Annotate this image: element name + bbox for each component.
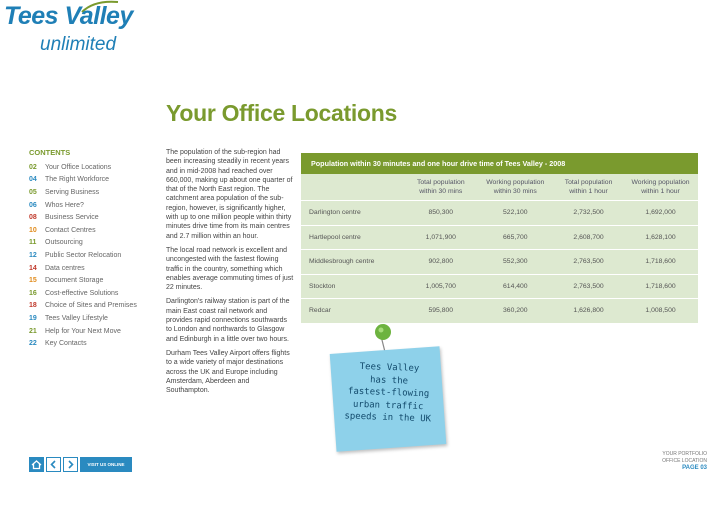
sticky-line: urban traffic bbox=[352, 399, 424, 412]
page-number: PAGE 03 bbox=[682, 465, 707, 471]
table-value-cell: 665,700 bbox=[477, 225, 554, 250]
table-row bbox=[301, 225, 698, 250]
table-row bbox=[301, 274, 698, 299]
visit-label: VISIT US ONLINE bbox=[87, 462, 125, 467]
contents-item-title: Contact Centres bbox=[45, 226, 96, 234]
contents-item[interactable] bbox=[29, 161, 159, 174]
table-location-cell: Darlington centre bbox=[301, 201, 405, 226]
contents-item-number: 16 bbox=[29, 289, 37, 297]
body-paragraph: Darlington's railway station is part of the main East coast rail network and provides rapid connections southwards to London and northwards to Glasgow and Edinburgh in a little over two hours. bbox=[166, 298, 290, 343]
contents-item[interactable] bbox=[29, 300, 159, 313]
table-row bbox=[301, 299, 698, 323]
contents-item-number: 10 bbox=[29, 226, 37, 234]
contents-item-number: 04 bbox=[29, 176, 37, 184]
contents-item[interactable] bbox=[29, 337, 159, 350]
sticky-line: has the bbox=[369, 374, 409, 387]
home-icon bbox=[30, 458, 43, 471]
visit-us-online-button[interactable] bbox=[80, 457, 132, 472]
contents-item-number: 22 bbox=[29, 340, 37, 348]
contents-item-number: 12 bbox=[29, 251, 37, 259]
logo-subtext: unlimited bbox=[40, 34, 117, 55]
body-paragraph: Durham Tees Valley Airport offers flights to a wide variety of major destinations across the UK and Europe including Amsterdam, Aberdeen and Southampton. bbox=[166, 349, 290, 395]
table-header-cell: Total population within 30 mins bbox=[405, 174, 477, 201]
contents-item-number: 08 bbox=[29, 214, 37, 222]
table-row bbox=[301, 250, 698, 275]
contents-item-title: Outsourcing bbox=[45, 239, 83, 247]
next-button[interactable] bbox=[63, 457, 78, 472]
contents-item-title: The Right Workforce bbox=[45, 176, 110, 184]
contents-item-title: Key Contacts bbox=[45, 340, 87, 348]
contents-item-title: Document Storage bbox=[45, 277, 104, 285]
page-title: Your Office Locations bbox=[166, 100, 397, 126]
previous-button[interactable] bbox=[46, 457, 61, 472]
table-header-cell bbox=[301, 174, 405, 201]
contents-item-number: 06 bbox=[29, 201, 37, 209]
chevron-right-icon bbox=[64, 458, 77, 471]
chevron-left-icon bbox=[47, 458, 60, 471]
contents-heading: CONTENTS bbox=[29, 148, 71, 157]
contents-item-title: Your Office Locations bbox=[45, 163, 112, 171]
table-value-cell: 2,732,500 bbox=[554, 201, 623, 226]
contents-item[interactable] bbox=[29, 287, 159, 300]
contents-item-title: Help for Your Next Move bbox=[45, 327, 121, 335]
body-paragraph: The local road network is excellent and uncongested with the fastest flowing traffic in the country, something which enables average commuting times of just 22 minutes. bbox=[166, 246, 294, 292]
contents-item-number: 18 bbox=[29, 302, 37, 310]
contents-item-number: 05 bbox=[29, 188, 37, 196]
home-button[interactable] bbox=[29, 457, 44, 472]
contents-item[interactable] bbox=[29, 249, 159, 262]
table-value-cell: 595,800 bbox=[405, 299, 477, 323]
footer-line: YOUR PORTFOLIO bbox=[662, 451, 707, 457]
table-location-cell: Middlesbrough centre bbox=[301, 250, 405, 275]
contents-item[interactable] bbox=[29, 237, 159, 250]
logo-text: Tees Valley bbox=[4, 2, 133, 30]
table-value-cell: 1,008,500 bbox=[623, 299, 698, 323]
body-text bbox=[166, 148, 294, 400]
sticky-note bbox=[330, 346, 447, 451]
contents-item[interactable] bbox=[29, 262, 159, 275]
table-value-cell: 1,718,600 bbox=[623, 274, 698, 299]
table-header-cell: Working population within 1 hour bbox=[623, 174, 698, 201]
contents-item-title: Data centres bbox=[45, 264, 85, 272]
contents-item-title: Serving Business bbox=[45, 188, 100, 196]
population-table bbox=[301, 174, 698, 323]
contents-item-number: 19 bbox=[29, 314, 37, 322]
contents-item-title: Cost-effective Solutions bbox=[45, 289, 119, 297]
table-row bbox=[301, 201, 698, 226]
sticky-line: fastest-flowing bbox=[347, 386, 430, 400]
table-body bbox=[301, 201, 698, 323]
table-value-cell: 2,608,700 bbox=[554, 225, 623, 250]
footer-section-label bbox=[662, 451, 707, 464]
table-value-cell: 1,005,700 bbox=[405, 274, 477, 299]
contents-item[interactable] bbox=[29, 312, 159, 325]
contents-item-number: 15 bbox=[29, 277, 37, 285]
population-table-panel bbox=[301, 153, 698, 323]
table-value-cell: 1,071,900 bbox=[405, 225, 477, 250]
table-value-cell: 1,718,600 bbox=[623, 250, 698, 275]
table-value-cell: 1,692,000 bbox=[623, 201, 698, 226]
sticky-line: speeds in the UK bbox=[344, 411, 432, 425]
contents-item-title: Whos Here? bbox=[45, 201, 84, 209]
table-header-row bbox=[301, 174, 698, 201]
table-value-cell: 614,400 bbox=[477, 274, 554, 299]
table-location-cell: Stockton bbox=[301, 274, 405, 299]
contents-item[interactable] bbox=[29, 211, 159, 224]
contents-item-number: 11 bbox=[29, 239, 37, 247]
contents-item-title: Public Sector Relocation bbox=[45, 251, 122, 259]
table-title: Population within 30 minutes and one hour drive time of Tees Valley - 2008 bbox=[301, 153, 698, 174]
contents-item-title: Tees Valley Lifestyle bbox=[45, 314, 108, 322]
table-location-cell: Redcar bbox=[301, 299, 405, 323]
contents-item-number: 21 bbox=[29, 327, 37, 335]
table-value-cell: 850,300 bbox=[405, 201, 477, 226]
table-value-cell: 2,763,500 bbox=[554, 274, 623, 299]
contents-item[interactable] bbox=[29, 199, 159, 212]
table-value-cell: 360,200 bbox=[477, 299, 554, 323]
table-header-cell: Working population within 30 mins bbox=[477, 174, 554, 201]
table-value-cell: 552,300 bbox=[477, 250, 554, 275]
contents-item[interactable] bbox=[29, 174, 159, 187]
contents-item[interactable] bbox=[29, 186, 159, 199]
contents-item-title: Choice of Sites and Premises bbox=[45, 302, 137, 310]
body-paragraph: The population of the sub-region had been increasing steadily in recent years and in mid-2008 had reached over 660,000, making up about one quarter of that of the North East region. The catchment area population of the sub-region, however, is significantly higher, with up to one million people within thirty minutes drive time from its main centres and 2.7 million within an hour. bbox=[166, 149, 293, 240]
table-header-cell: Total population within 1 hour bbox=[554, 174, 623, 201]
contents-item[interactable] bbox=[29, 274, 159, 287]
footer-line: OFFICE LOCATION bbox=[662, 457, 707, 464]
contents-list bbox=[29, 161, 159, 350]
contents-item-number: 14 bbox=[29, 264, 37, 272]
table-location-cell: Hartlepool centre bbox=[301, 225, 405, 250]
table-value-cell: 522,100 bbox=[477, 201, 554, 226]
sticky-line: Tees Valley bbox=[359, 361, 420, 374]
contents-item-title: Business Service bbox=[45, 214, 99, 222]
contents-item[interactable] bbox=[29, 224, 159, 237]
table-value-cell: 2,763,500 bbox=[554, 250, 623, 275]
table-value-cell: 1,628,100 bbox=[623, 225, 698, 250]
table-value-cell: 902,800 bbox=[405, 250, 477, 275]
table-value-cell: 1,626,800 bbox=[554, 299, 623, 323]
contents-item[interactable] bbox=[29, 325, 159, 338]
contents-item-number: 02 bbox=[29, 163, 37, 171]
